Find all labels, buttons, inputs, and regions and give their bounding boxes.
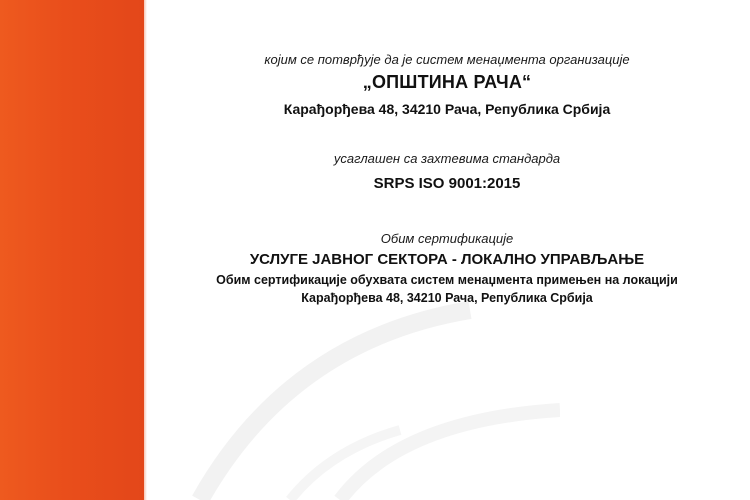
scope-description: Обим сертификације обухвата систем менаџмента примењен на локацији: [216, 273, 678, 287]
scope-address: Карађорђева 48, 34210 Рача, Република Србија: [301, 291, 593, 305]
compliance-note: усаглашен са захтевима стандарда: [333, 151, 561, 166]
intro-text: којим се потврђује да је систем менаџмента организације: [264, 52, 630, 67]
organization-name: „ОПШТИНА РАЧА“: [362, 72, 532, 92]
watermark-logo: [140, 300, 560, 500]
organization-address: Карађорђева 48, 34210 Рача, Република Србија: [283, 101, 611, 117]
standard-name: SRPS ISO 9001:2015: [373, 175, 521, 192]
scope-heading: Обим сертификације: [380, 231, 514, 246]
orange-side-band: [0, 0, 144, 500]
scope-title: УСЛУГЕ ЈАВНОГ СЕКТОРА - ЛОКАЛНО УПРАВЉАЊЕ: [249, 251, 645, 268]
